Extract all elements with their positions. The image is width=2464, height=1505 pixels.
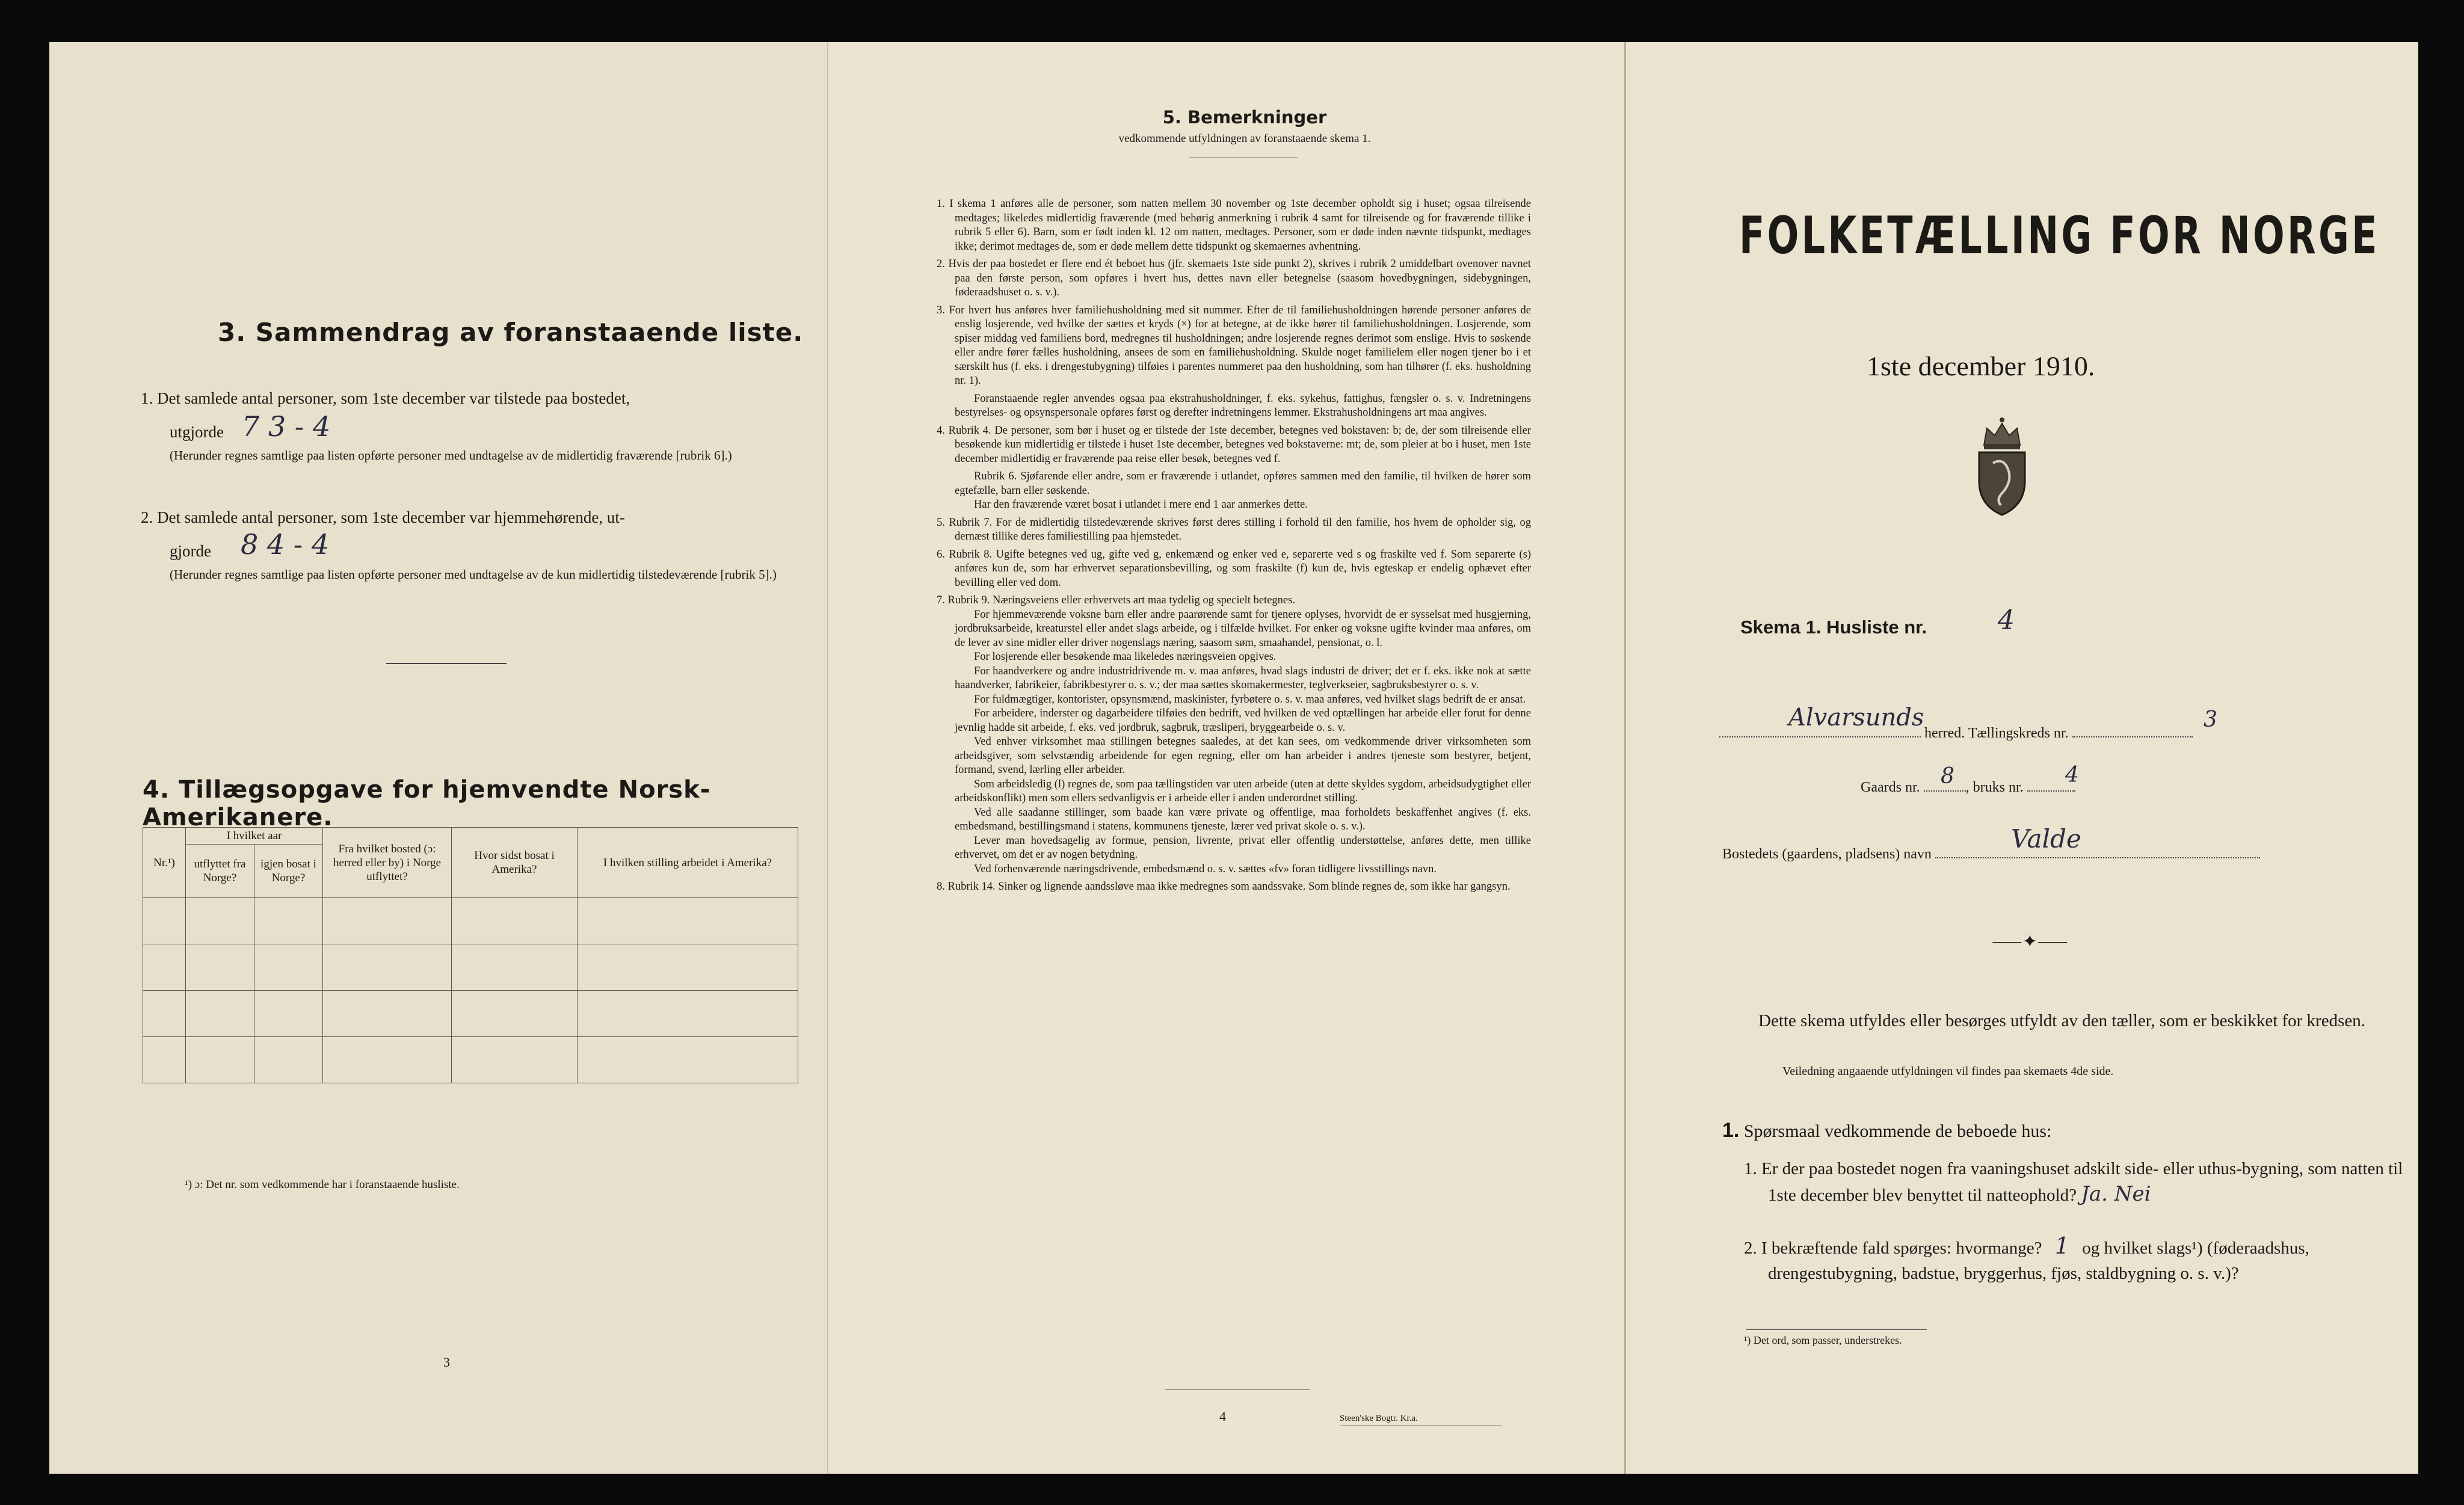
printer-imprint: Steen'ske Bogtr. Kr.a. — [1340, 1414, 1418, 1423]
bruks-label: bruks nr. — [1973, 780, 2024, 795]
questions-title: Spørsmaal vedkommende de beboede hus: — [1743, 1121, 2052, 1141]
remark-7j: Lever man hovedsagelig av formue, pension, livrente, privat eller offentlig understøttelse, anføres dette, men tillike erhvervet, om det er av nogen betydning. — [955, 834, 1531, 861]
col-utflyttet: utflyttet fra Norge? — [186, 845, 254, 898]
summary-item-1-prefix: utgjorde — [170, 423, 224, 441]
remark-5: 5. Rubrik 7. For de midlertidig tilstedeværende skrives først deres stilling i forhold til den familie, hos hvem de opholder sig, og dernæst tillike deres familiestilling paa hjemstedet. — [937, 516, 1531, 543]
table-footnote: ¹) ɔ: Det nr. som vedkommende har i foranstaaende husliste. — [185, 1178, 460, 1191]
remarks-title: 5. Bemerkninger — [1162, 107, 1327, 128]
remark-7b: For hjemmeværende voksne barn eller andre paarørende samt for tjenere oplyses, hvorvidt de er sysselsat med husgjerning, jordbruksarbeide, kreaturstel eller andet slags arbeide, og i tilfælde hvilket. For enker og voksne ugifte kvinder maa anføres, om de lever av sine midler eller driver nogenslags næring, saasom søm, smaahandel, pensionat, o. l. — [955, 608, 1531, 649]
intro-text: Dette skema utfyldes eller besørges utfyldt av den tæller, som er beskikket for kredsen. — [1758, 1011, 2365, 1030]
summary-item-2-note: (Herunder regnes samtlige paa listen opførte personer med undtagelse av de kun midlertidig tilstedeværende [rubrik 5].) — [170, 567, 777, 582]
herred-label: herred. — [1924, 725, 1965, 741]
gaards-value: 8 — [1941, 764, 1954, 789]
question-2-answer: 1 — [2054, 1233, 2069, 1259]
col-stilling: I hvilken stilling arbeidet i Amerika? — [578, 828, 798, 898]
remark-8: 8. Rubrik 14. Sinker og lignende aandssløve maa ikke medregnes som aandssvake. Som blinde regnes de, som ikke har gangsyn. — [937, 881, 1511, 893]
gaards-label: Gaards nr. — [1861, 780, 1920, 795]
remark-7i: Ved alle saadanne stillinger, som baade kan være private og offentlige, maa forholdets beskaffenhet angives (f. eks. embedsmand, bestillingsmand i statens, kommunens tjeneste, lærer ved privat skole o. s. v.). — [955, 806, 1531, 833]
norsk-amerikanere-table — [143, 827, 798, 1083]
question-2 — [1744, 1233, 2418, 1286]
form-date: 1ste december 1910. — [1867, 351, 2095, 381]
gaards-line: Gaards nr. , bruks nr. — [1861, 772, 2075, 800]
divider — [1746, 1329, 1927, 1330]
section3-title: 3. Sammendrag av foranstaaende liste. — [218, 318, 804, 347]
cover-footnote: ¹) Det ord, som passer, understrekes. — [1744, 1334, 1902, 1346]
remark-7e: For fuldmægtiger, kontorister, opsynsmænd, maskinister, fyrbøtere o. s. v. maa anføres, ved hvilket slags bedrift de er ansat. — [974, 693, 1526, 706]
summary-item-1: 1. Det samlede antal personer, som 1ste december var tilstede paa bostedet, — [141, 389, 630, 407]
bosted-line — [1722, 839, 2260, 867]
remark-4c: Har den fraværende været bosat i utlandet i mere end 1 aar anmerkes dette. — [974, 499, 1308, 511]
census-page-4 — [827, 42, 1624, 1474]
remark-1: 1. I skema 1 anføres alle de personer, som natten mellem 30 november og 1ste december opholdt sig i huset; ogsaa tilreisende medtages; likeledes midlertidig fraværende (med behørig anmerkning i rubrik 4 samt for tilreisende og for fraværende tillike i rubrik 5 eller 6). Barn, som er født inden kl. 12 om natten, medtages. Personer, som er døde inden nævnte tidspunkt, medtages ikke; derimot medtages de, som er døde mellem dette tidspunkt og skemaernes avhentning. — [937, 198, 1531, 253]
remark-7g: Ved enhver virksomhet maa stillingen betegnes saaledes, at det kan sees, om vedkommende driver virksomheten som arbeidsgiver, som selvstændig arbeidende for egen regning, eller om han arbeider i andres tjeneste som bestyrer, betjent, formand, svend, lærling eller arbeider. — [955, 736, 1531, 776]
intro-small: Veiledning angaaende utfyldningen vil findes paa skemaets 4de side. — [1782, 1065, 2114, 1078]
census-cover-page — [1624, 42, 2418, 1474]
question-2-cont: og hvilket slags¹) (føderaadshus, drengestubygning, badstue, bryggerhus, fjøs, staldbygning o. s. v.)? — [1768, 1239, 2309, 1283]
remark-4: 4. Rubrik 4. De personer, som bør i huset og er tilstede der 1ste december, betegnes ved bokstaven: b; de, der som tilreisende eller besøkende kun midlertidig er tilstede i huset 1ste december, betegnes ved bokstaverne: mt; de, som pleier at bo i huset, men 1ste december midlertidig er fraværende paa reise eller besøk, betegnes ved f. — [937, 424, 1531, 465]
remark-4b: Rubrik 6. Sjøfarende eller andre, som er fraværende i utlandet, opføres sammen med den familie, til hvilken de hører som egtefælle, barn eller søskende. — [955, 470, 1531, 497]
schema-value: 4 — [1998, 605, 2015, 636]
col-nr: Nr.¹) — [143, 828, 186, 898]
remark-3: 3. For hvert hus anføres hver familiehusholdning med sit nummer. Efter de til familiehusholdningen hørende personer anføres de enslig losjerende, ved hvilke der sættes et kryds (×) for at betegne, at de ikke hører til familiehusholdningen. Losjerende, som spiser middag ved familiens bord, medregnes til husholdningen; andre losjerende regnes derimot som enslige. Hvis to søskende eller andre fører fælles husholdning, ansees de som en familiehusholdning. Skulde noget familielem eller nogen tjener bo i et særskilt hus (f. eks. i drengestubygning) tilføies i parentes nummeret paa den husholdning, som han tilhører (f. eks. husholdning nr. 1). — [937, 304, 1531, 387]
summary-item-2-prefix: gjorde — [170, 542, 211, 560]
divider — [386, 663, 507, 664]
table-row — [143, 898, 798, 944]
remark-7f: For arbeidere, inderster og dagarbeidere tilføies den bedrift, ved hvilken de ved optællingen har arbeide eller forut for denne jevnlig hadde sit arbeide, f. eks. ved jordbruk, sagbruk, træsliperi, bryggearbeide o. s. v. — [955, 707, 1531, 734]
herred-value: Alvarsunds — [1788, 704, 1924, 731]
remarks-subtitle: vedkommende utfyldningen av foranstaaende skema 1. — [1118, 132, 1371, 145]
remark-7h: Som arbeidsledig (l) regnes de, som paa tællingstiden var uten arbeide (uten at dette skyldes sygdom, arbeidsudygtighet eller arbeidskonflikt) men som ellers sedvanligvis er i arbeide eller i anden underordnet stilling. — [955, 778, 1531, 804]
remark-7d: For haandverkere og andre industridrivende m. v. maa anføres, hvad slags industri de driver; det er f. eks. ikke nok at sætte haandverker, fabrikeier, fabrikbestyrer o. s. v.; der maa sættes skomakermester, teglverkseier, sagbruksbestyrer o. s. v. — [955, 665, 1531, 691]
question-number: 1. — [1722, 1119, 1740, 1142]
remark-7: 7. Rubrik 9. Næringsveiens eller erhvervets art maa tydelig og specielt betegnes. — [937, 594, 1295, 606]
krets-value: 3 — [2204, 707, 2217, 732]
summary-item-2-value: 8 4 - 4 — [241, 528, 330, 561]
krets-label: Tællingskreds nr. — [1968, 725, 2069, 741]
col-igjen: igjen bosat i Norge? — [254, 845, 323, 898]
census-page-3 — [49, 42, 827, 1474]
question-1 — [1744, 1156, 2418, 1208]
page-number: 3 — [443, 1355, 450, 1370]
summary-item-2: 2. Det samlede antal personer, som 1ste december var hjemmehørende, ut- — [141, 508, 625, 526]
question-1-text: 1. Er der paa bostedet nogen fra vaaningshuset adskilt side- eller uthus-bygning, som natten til 1ste december blev benyttet til natteophold? — [1744, 1159, 2403, 1205]
bosted-label: Bostedets (gaardens, pladsens) navn — [1722, 846, 1932, 862]
coat-of-arms-icon — [1966, 415, 2038, 517]
bosted-value: Valde — [2011, 824, 2081, 854]
ornament: ⸺✦⸺ — [1992, 932, 2068, 952]
col-fra: Fra hvilket bosted (ɔ: herred eller by) i Norge utflyttet? — [323, 828, 452, 898]
col-group-year: I hvilket aar — [186, 828, 323, 845]
remark-7k: Ved forhenværende næringsdrivende, embedsmænd o. s. v. sættes «fv» foran tidligere livsstillings navn. — [974, 863, 1437, 875]
table-row — [143, 1037, 798, 1083]
page-number: 4 — [1219, 1409, 1226, 1424]
remark-7c: For losjerende eller besøkende maa likeledes næringsveien opgives. — [974, 651, 1277, 663]
question-2-text: 2. I bekræftende fald spørges: hvormange? — [1744, 1239, 2042, 1258]
remarks-list — [929, 197, 1531, 898]
col-hvor: Hvor sidst bosat i Amerika? — [452, 828, 578, 898]
question-1-answer: Ja. Nei — [2081, 1182, 2151, 1206]
summary-item-1-value: 7 3 - 4 — [242, 410, 331, 443]
remark-6: 6. Rubrik 8. Ugifte betegnes ved ug, gifte ved g, enkemænd og enker ved e, separerte ved s og fraskilte ved f. Som separerte (s) anføres kun de, som har erhvervet separationsbevilling, og som fraskilte (f) kun de, hvis egteskap er endelig ophævet efter bevilling eller ved dom. — [937, 548, 1531, 589]
remark-2: 2. Hvis der paa bostedet er flere end ét beboet hus (jfr. skemaets 1ste side punkt 2), skrives i rubrik 2 umiddelbart ovenover navnet paa den første person, som opføres i hvert hus, dettes navn eller betegnelse (saasom hovedbygningen, sidebygningen, føderaadshuset o. s. v.). — [937, 258, 1531, 298]
schema-label: Skema 1. Husliste nr. — [1740, 617, 1927, 638]
bruks-value: 4 — [2065, 763, 2079, 787]
table-row — [143, 991, 798, 1037]
summary-item-1-note: (Herunder regnes samtlige paa listen opførte personer med undtagelse av de midlertidig fraværende [rubrik 6].) — [170, 448, 732, 463]
table-row — [143, 944, 798, 991]
questions-heading — [1722, 1118, 2051, 1144]
section4-title: 4. Tillægsopgave for hjemvendte Norsk-Amerikanere. — [143, 776, 711, 831]
remark-3b: Foranstaaende regler anvendes ogsaa paa ekstrahusholdninger, f. eks. sykehus, fattighus, fængsler o. s. v. Indretningens bestyrelses- og opsynspersonale opføres først og derefter indretningens lemmer. Ekstrahusholdningens art maa angives. — [955, 392, 1531, 419]
form-title: FOLKETÆLLING FOR NORGE — [1739, 206, 2380, 266]
